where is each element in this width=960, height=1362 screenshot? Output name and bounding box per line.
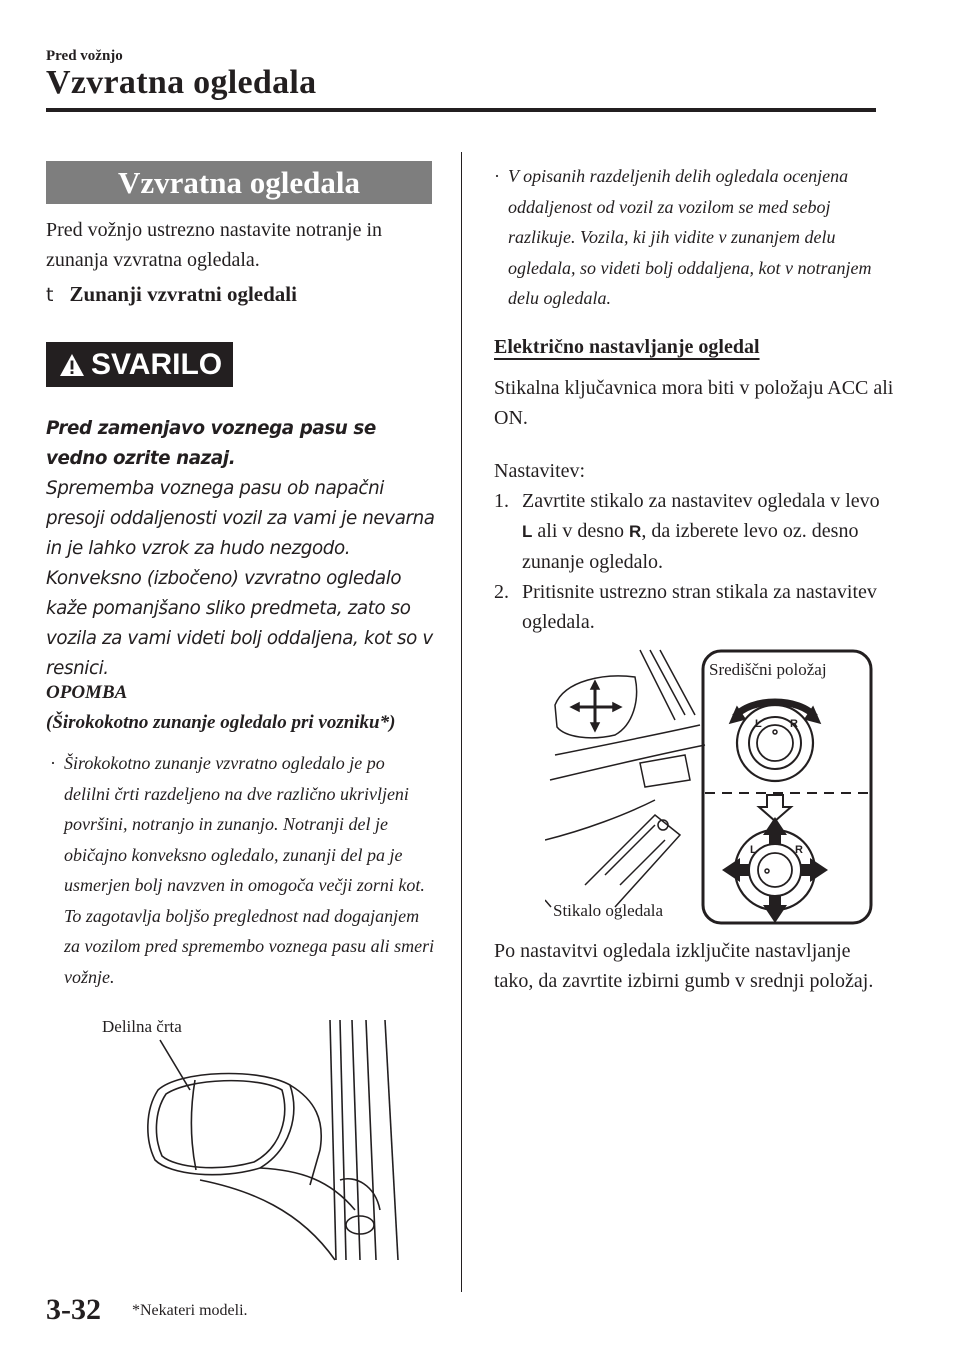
key-l: L <box>522 522 533 541</box>
header-rule <box>46 108 876 112</box>
warning-text <box>46 414 438 684</box>
bullet-continued-text: · V opisanih razdeljenih delih ogledala ocenjena oddaljenost od vozil za vozilom se med seboj razlikuje. Vozila, ki jih vidite v zunanjem delu ogledala, so videti bolj oddaljena, kot v notranjem delu ogledala. <box>494 161 879 314</box>
note-title: OPOMBA <box>46 682 128 703</box>
top-knob-r: R <box>790 718 798 730</box>
warning-body: Sprememba voznega pasu ob napačni presoji oddaljenosti vozil za vami je nevarna in je lahko vzrok za hudo nezgodo. Konveksno (izbočeno) vzvratno ogledalo kaže pomanjšano sliko predmeta, zato so vozila za vami videti bolj oddaljena, kot so v resnici. <box>46 478 435 679</box>
chapter-label: Pred vožnjo <box>46 48 123 64</box>
after-adjustment-paragraph: Po nastavitvi ogledala izključite nastavljanje tako, da zavrtite izbirni gumb v srednji položaj. <box>494 940 874 992</box>
note-subtitle: (Širokokotno zunanje ogledalo pri vozniku*) <box>46 712 396 733</box>
subsection-title: Zunanji vzvratni ogledali <box>69 282 297 306</box>
step-2 <box>494 577 894 637</box>
footnote: *Nekateri modeli. <box>132 1302 248 1319</box>
step-1-text-c: , da izberete levo oz. desno zunanje ogledalo. <box>522 520 859 573</box>
warning-triangle-icon <box>59 353 85 377</box>
page-number: 3-32 <box>46 1293 101 1326</box>
step-1-text-a: Zavrtite stikalo za nastavitev ogledala v levo <box>522 490 880 512</box>
subsection-heading <box>46 282 297 307</box>
step-2-number: 2. <box>494 581 509 603</box>
step-1 <box>494 486 894 577</box>
section-banner: Vzvratna ogledala <box>46 161 432 204</box>
top-knob-l: L <box>755 718 762 730</box>
mirror-switch-illustration <box>545 645 875 930</box>
warning-lead: Pred zamenjavo voznega pasu se vedno ozrite nazaj. <box>46 418 376 469</box>
bullet-continued <box>494 161 879 314</box>
step-1-number: 1. <box>494 490 509 512</box>
side-mirror-illustration <box>140 1010 400 1270</box>
steps-list <box>494 456 894 637</box>
page-title: Vzvratna ogledala <box>46 64 317 101</box>
ignition-paragraph: Stikalna ključavnica mora biti v položaju ACC ali ON. <box>494 377 894 429</box>
warning-label: SVARILO <box>91 347 223 381</box>
step-1-text-b: ali v desno <box>537 520 625 542</box>
section-title-electric-adjustment: Električno nastavljanje ogledal <box>494 336 760 358</box>
figure-label-center-position: Središčni položaj <box>709 660 827 679</box>
step-2-text: Pritisnite ustrezno stran stikala za nastavitev ogledala. <box>522 581 877 633</box>
bottom-knob-l: L <box>750 844 757 856</box>
warning-label-box <box>46 342 233 387</box>
note-bullet-text: · Širokokotno zunanje vzvratno ogledalo je po delilni črti razdeljeno na dve različno ukrivljeni površini, notranjo in zunanjo. Notranji del je običajno konveksno ogledalo, zunanji del pa je usmerjen bolj navzven in omogoča večji zorni kot. To zagotavlja boljšo preglednost nad dogajanjem za vozilom pred spremembo voznega pasu ali smeri vožnje. <box>50 748 435 992</box>
note-bullet <box>50 748 435 992</box>
figure-label-mirror-switch: Stikalo ogledala <box>553 901 664 920</box>
intro-paragraph: Pred vožnjo ustrezno nastavite notranje in zunanja vzvratna ogledala. <box>46 219 383 271</box>
bottom-knob-r: R <box>795 844 803 856</box>
figure-label-dividing-line: Delilna črta <box>102 1017 182 1036</box>
steps-intro: Nastavitev: <box>494 460 586 482</box>
subsection-marker: t <box>46 284 54 306</box>
column-divider <box>461 152 462 1292</box>
key-r: R <box>629 522 642 541</box>
